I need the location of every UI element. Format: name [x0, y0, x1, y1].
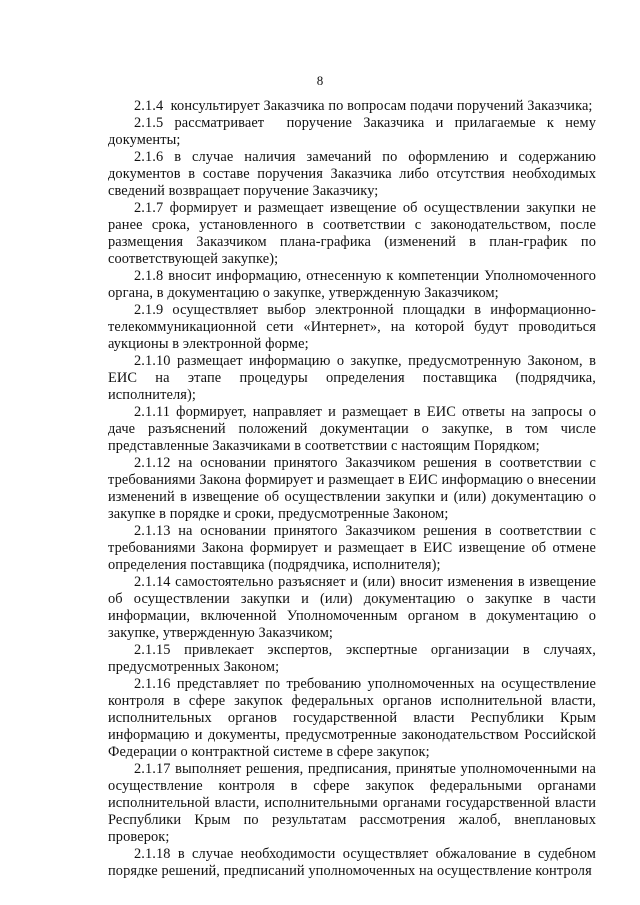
- paragraph-2-1-10: 2.1.10 размещает информацию о закупке, предусмотренную Законом, в ЕИС на этапе процедуры определения поставщика (подрядчика, исполнителя);: [108, 353, 596, 403]
- paragraph-2-1-16: 2.1.16 представляет по требованию уполномоченных на осуществление контроля в сфере закупок федеральных органов исполнительной власти, исполнительных органов государственной власти Республики Крым информацию и документы, предусмотренные законодательством Российской Федерации о контрактной системе в сфере закупок;: [108, 676, 596, 760]
- paragraph-2-1-7: 2.1.7 формирует и размещает извещение об осуществлении закупки не ранее срока, установленного в соответствии с законодательством, после размещения Заказчиком плана-графика (изменений в план-график по соответствующей закупке);: [108, 200, 596, 267]
- paragraph-2-1-9: 2.1.9 осуществляет выбор электронной площадки в информационно-телекоммуникационной сети «Интернет», на которой будут проводиться аукционы в электронной форме;: [108, 302, 596, 352]
- paragraph-2-1-6: 2.1.6 в случае наличия замечаний по оформлению и содержанию документов в составе поручения Заказчика либо отсутствия необходимых сведений возвращает поручение Заказчику;: [108, 149, 596, 199]
- document-body: [108, 98, 596, 880]
- paragraph-2-1-8: 2.1.8 вносит информацию, отнесенную к компетенции Уполномоченного органа, в документацию о закупке, утвержденную Заказчиком;: [108, 268, 596, 301]
- paragraph-2-1-18: 2.1.18 в случае необходимости осуществляет обжалование в судебном порядке решений, предписаний уполномоченных на осуществление контроля: [108, 846, 596, 879]
- page-number: 8: [316, 73, 324, 88]
- paragraph-2-1-14: 2.1.14 самостоятельно разъясняет и (или) вносит изменения в извещение об осуществлении закупки и (или) документацию о закупке в части информации, включенной Уполномоченным органом в документацию о закупке, утвержденную Заказчиком;: [108, 574, 596, 641]
- paragraph-2-1-11: 2.1.11 формирует, направляет и размещает в ЕИС ответы на запросы о даче разъяснений положений документации о закупке, в том числе представленные Заказчиками в соответствии с настоящим Порядком;: [108, 404, 596, 454]
- paragraph-2-1-17: 2.1.17 выполняет решения, предписания, принятые уполномоченными на осуществление контроля в сфере закупок федеральными органами исполнительной власти, исполнительными органами государственной власти Республики Крым по результатам рассмотрения жалоб, внеплановых проверок;: [108, 761, 596, 845]
- paragraph-2-1-15: 2.1.15 привлекает экспертов, экспертные организации в случаях, предусмотренных Законом;: [108, 642, 596, 675]
- paragraph-2-1-5: 2.1.5 рассматривает поручение Заказчика и прилагаемые к нему документы;: [108, 115, 596, 148]
- paragraph-2-1-12: 2.1.12 на основании принятого Заказчиком решения в соответствии с требованиями Закона формирует и размещает в ЕИС информацию о внесении изменений в извещение об осуществлении закупки и (или) документацию о закупке в порядке и сроки, предусмотренные Законом;: [108, 455, 596, 522]
- paragraph-2-1-4: 2.1.4 консультирует Заказчика по вопросам подачи поручений Заказчика;: [134, 98, 593, 114]
- paragraph-2-1-13: 2.1.13 на основании принятого Заказчиком решения в соответствии с требованиями Закона формирует и размещает в ЕИС извещение об отмене определения поставщика (подрядчика, исполнителя);: [108, 523, 596, 573]
